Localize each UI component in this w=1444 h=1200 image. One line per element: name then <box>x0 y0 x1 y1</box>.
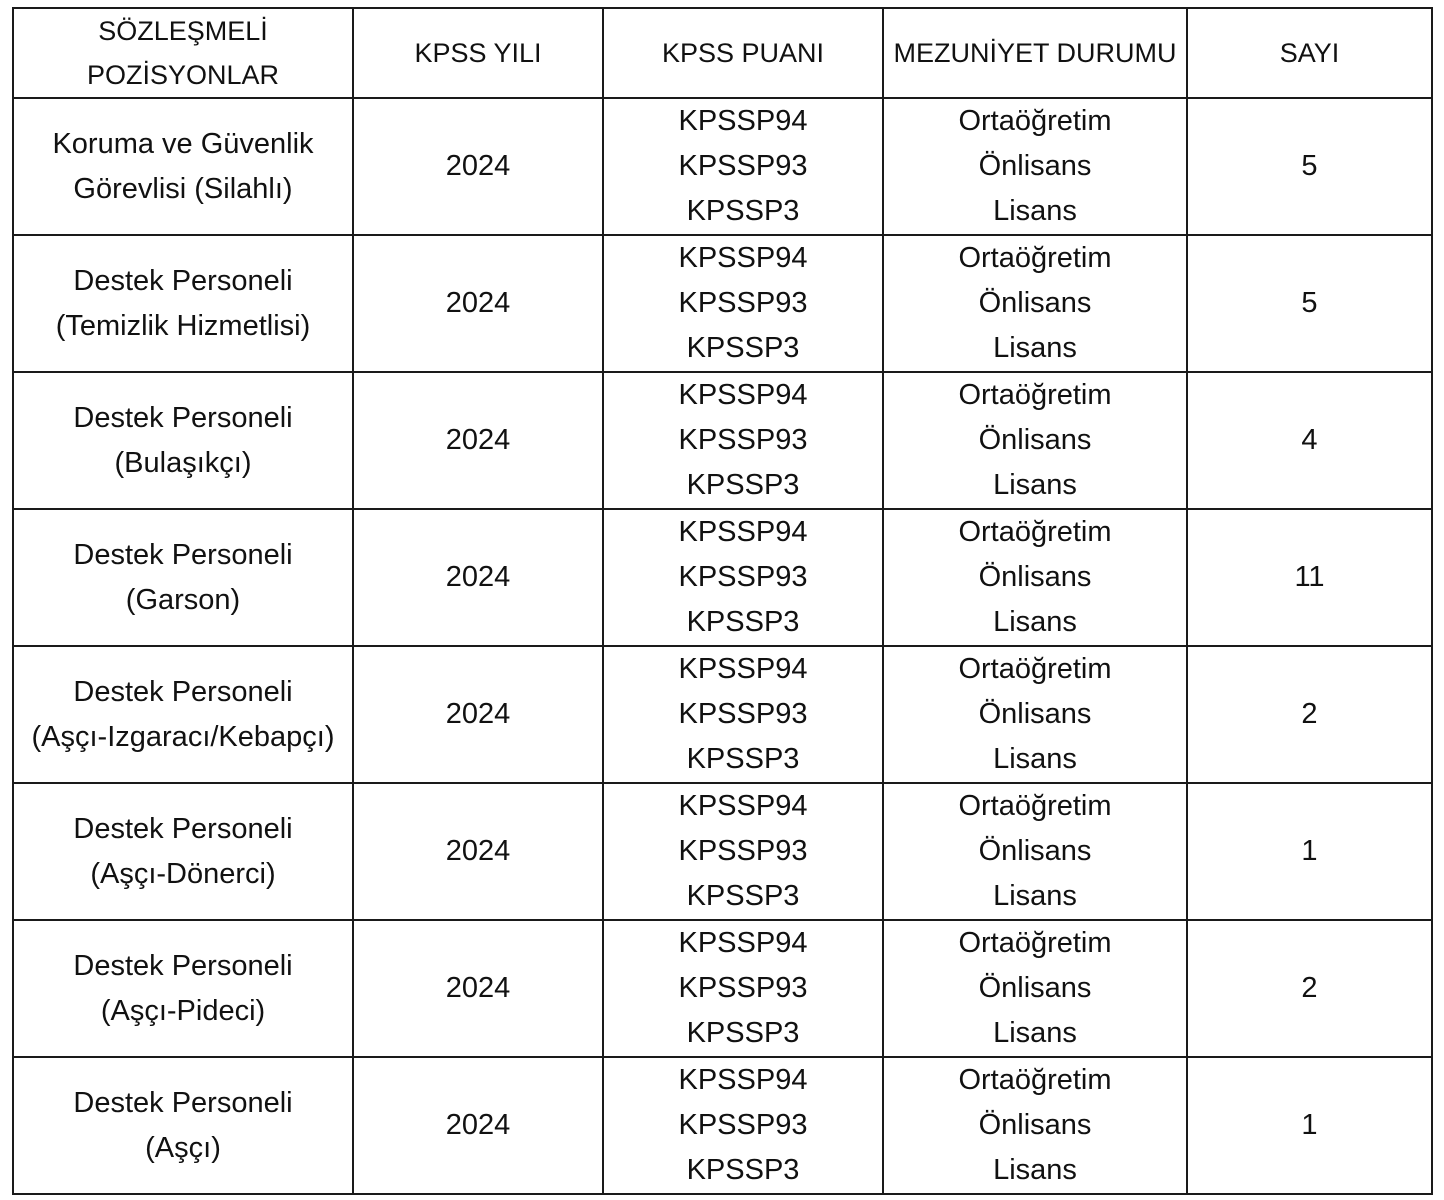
header-position-line2: POZİSYONLAR <box>86 60 280 90</box>
table-row <box>13 372 1432 509</box>
graduation-value: Önlisans <box>978 972 1092 1004</box>
score-value: KPSSP93 <box>678 561 808 593</box>
graduation-value: Ortaöğretim <box>958 1064 1112 1096</box>
position-subtitle: Görevlisi (Silahlı) <box>73 172 293 205</box>
position-cell <box>13 372 353 509</box>
graduation-value: Ortaöğretim <box>958 653 1112 685</box>
header-year: KPSS YILI <box>353 8 603 98</box>
graduation-value: Önlisans <box>978 1109 1092 1141</box>
score-value: KPSSP3 <box>686 1154 800 1186</box>
count-cell: 2 <box>1187 920 1432 1057</box>
count-cell: 5 <box>1187 98 1432 235</box>
graduation-value: Ortaöğretim <box>958 105 1112 137</box>
position-title: Destek Personeli <box>73 401 293 434</box>
graduation-value: Lisans <box>993 606 1077 638</box>
score-value: KPSSP94 <box>678 379 808 411</box>
score-value: KPSSP3 <box>686 1017 800 1049</box>
position-subtitle: (Aşçı) <box>145 1131 221 1164</box>
table-row <box>13 920 1432 1057</box>
graduation-value: Ortaöğretim <box>958 790 1112 822</box>
table-row <box>13 98 1432 235</box>
score-value: KPSSP93 <box>678 698 808 730</box>
year-cell: 2024 <box>353 920 603 1057</box>
position-subtitle: (Bulaşıkçı) <box>114 446 252 479</box>
graduation-cell <box>883 98 1187 235</box>
score-value: KPSSP93 <box>678 972 808 1004</box>
year-cell: 2024 <box>353 372 603 509</box>
graduation-value: Önlisans <box>978 424 1092 456</box>
score-value: KPSSP3 <box>686 743 800 775</box>
position-title: Destek Personeli <box>73 949 293 982</box>
table-row <box>13 646 1432 783</box>
score-value: KPSSP94 <box>678 927 808 959</box>
position-title: Destek Personeli <box>73 1086 293 1119</box>
table-row <box>13 783 1432 920</box>
position-subtitle: (Aşçı-Pideci) <box>100 994 266 1027</box>
year-cell: 2024 <box>353 646 603 783</box>
score-value: KPSSP3 <box>686 606 800 638</box>
position-cell <box>13 646 353 783</box>
count-cell: 5 <box>1187 235 1432 372</box>
graduation-value: Önlisans <box>978 698 1092 730</box>
score-value: KPSSP3 <box>686 195 800 227</box>
graduation-cell <box>883 235 1187 372</box>
count-cell: 11 <box>1187 509 1432 646</box>
graduation-value: Lisans <box>993 743 1077 775</box>
header-row <box>13 8 1432 98</box>
header-score: KPSS PUANI <box>603 8 883 98</box>
position-title: Destek Personeli <box>73 264 293 297</box>
position-subtitle: (Aşçı-Dönerci) <box>90 857 276 890</box>
graduation-value: Önlisans <box>978 561 1092 593</box>
year-cell: 2024 <box>353 235 603 372</box>
header-count: SAYI <box>1187 8 1432 98</box>
header-graduation: MEZUNİYET DURUMU <box>883 8 1187 98</box>
graduation-value: Lisans <box>993 469 1077 501</box>
table-row <box>13 1057 1432 1194</box>
graduation-value: Lisans <box>993 332 1077 364</box>
score-cell <box>603 235 883 372</box>
graduation-cell <box>883 646 1187 783</box>
graduation-value: Önlisans <box>978 150 1092 182</box>
position-title: Destek Personeli <box>73 538 293 571</box>
graduation-cell <box>883 783 1187 920</box>
graduation-cell <box>883 509 1187 646</box>
position-cell <box>13 235 353 372</box>
count-cell: 4 <box>1187 372 1432 509</box>
table-header <box>13 8 1432 98</box>
position-title: Koruma ve Güvenlik <box>52 127 314 160</box>
position-cell <box>13 509 353 646</box>
score-cell <box>603 646 883 783</box>
graduation-value: Ortaöğretim <box>958 516 1112 548</box>
score-value: KPSSP94 <box>678 516 808 548</box>
score-value: KPSSP94 <box>678 242 808 274</box>
score-value: KPSSP93 <box>678 1109 808 1141</box>
graduation-value: Ortaöğretim <box>958 242 1112 274</box>
score-value: KPSSP94 <box>678 653 808 685</box>
graduation-value: Lisans <box>993 1017 1077 1049</box>
position-cell <box>13 783 353 920</box>
score-value: KPSSP93 <box>678 287 808 319</box>
count-cell: 1 <box>1187 1057 1432 1194</box>
score-cell <box>603 98 883 235</box>
graduation-cell <box>883 920 1187 1057</box>
graduation-value: Ortaöğretim <box>958 379 1112 411</box>
score-value: KPSSP93 <box>678 150 808 182</box>
year-cell: 2024 <box>353 783 603 920</box>
graduation-value: Lisans <box>993 195 1077 227</box>
score-cell <box>603 372 883 509</box>
position-cell <box>13 1057 353 1194</box>
score-value: KPSSP93 <box>678 424 808 456</box>
year-cell: 2024 <box>353 1057 603 1194</box>
position-title: Destek Personeli <box>73 812 293 845</box>
table-body <box>13 98 1432 1194</box>
score-value: KPSSP94 <box>678 105 808 137</box>
graduation-cell <box>883 1057 1187 1194</box>
count-cell: 2 <box>1187 646 1432 783</box>
position-title: Destek Personeli <box>73 675 293 708</box>
score-value: KPSSP3 <box>686 880 800 912</box>
score-cell <box>603 509 883 646</box>
score-cell <box>603 783 883 920</box>
graduation-value: Önlisans <box>978 835 1092 867</box>
graduation-value: Önlisans <box>978 287 1092 319</box>
score-value: KPSSP94 <box>678 790 808 822</box>
position-cell <box>13 98 353 235</box>
score-value: KPSSP3 <box>686 332 800 364</box>
header-position-line1: SÖZLEŞMELİ <box>98 16 268 46</box>
year-cell: 2024 <box>353 98 603 235</box>
score-value: KPSSP93 <box>678 835 808 867</box>
position-cell <box>13 920 353 1057</box>
table-row <box>13 235 1432 372</box>
graduation-value: Lisans <box>993 880 1077 912</box>
header-position <box>13 8 353 98</box>
score-value: KPSSP94 <box>678 1064 808 1096</box>
year-cell: 2024 <box>353 509 603 646</box>
position-subtitle: (Aşçı-Izgaracı/Kebapçı) <box>31 720 335 753</box>
score-cell <box>603 920 883 1057</box>
score-cell <box>603 1057 883 1194</box>
score-value: KPSSP3 <box>686 469 800 501</box>
graduation-value: Ortaöğretim <box>958 927 1112 959</box>
positions-table <box>12 7 1433 1195</box>
graduation-cell <box>883 372 1187 509</box>
table-row <box>13 509 1432 646</box>
position-subtitle: (Temizlik Hizmetlisi) <box>55 309 311 342</box>
graduation-value: Lisans <box>993 1154 1077 1186</box>
count-cell: 1 <box>1187 783 1432 920</box>
position-subtitle: (Garson) <box>125 583 241 616</box>
